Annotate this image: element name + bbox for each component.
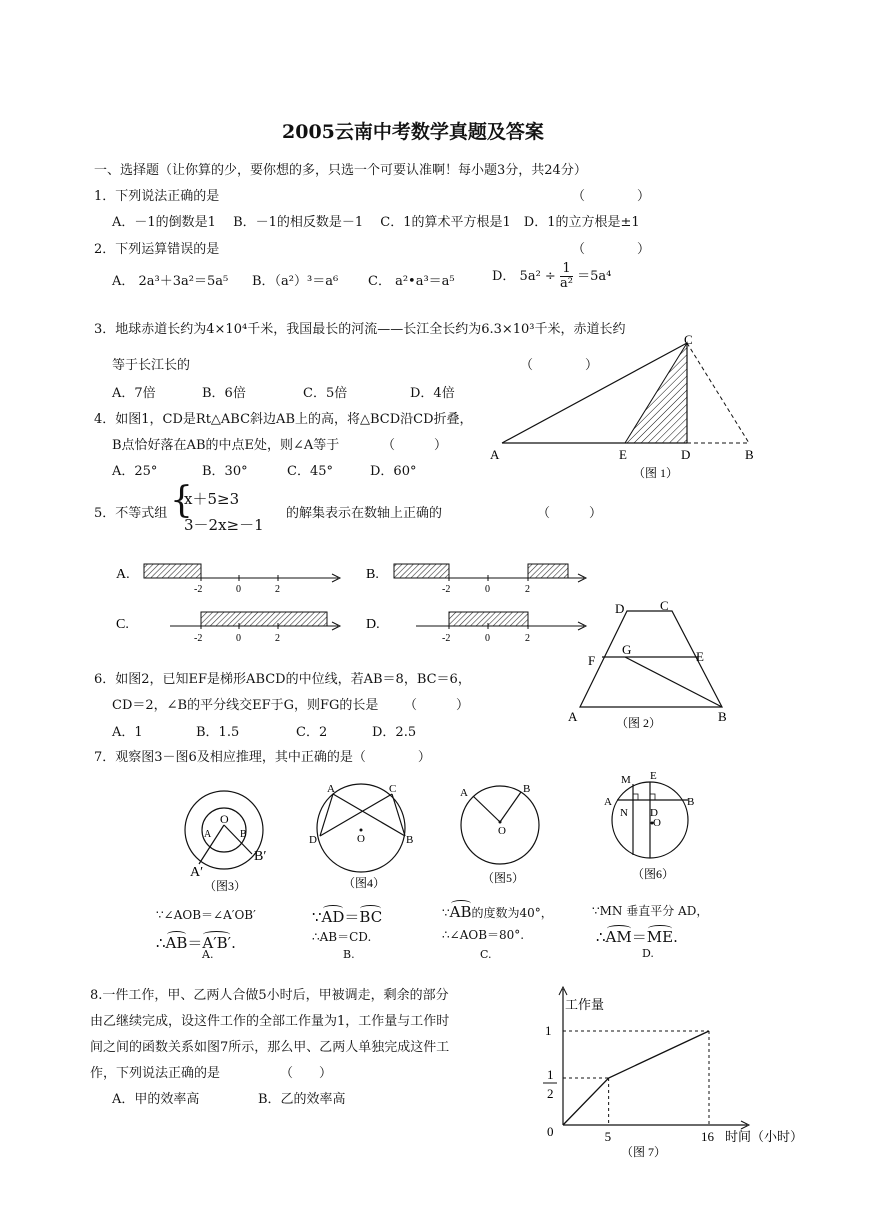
figure-1 <box>485 330 765 482</box>
svg-text:2: 2 <box>275 633 280 644</box>
q5-answer-paren: （ ） <box>537 506 603 521</box>
q4-option-c: C．45° <box>287 464 333 479</box>
fig2-label-c: C <box>660 598 669 613</box>
q5-stem: 5．不等式组 <box>94 506 168 521</box>
fraction: $\frac{1}{\text{a²}}$ <box>559 261 573 291</box>
fig6-label-b: B <box>687 796 695 808</box>
q7-reason-c-1: ∵AB的度数为40°， <box>442 903 553 921</box>
q2-option-b: B．（a²）³＝a⁶ <box>252 274 339 289</box>
number-line-d <box>366 612 586 644</box>
q7-reason-a-2: ∴AB＝A′B′. <box>156 934 236 952</box>
q4-option-b: B．30° <box>202 464 248 479</box>
fig4-label-d: D <box>309 834 317 846</box>
q7-reason-c-2: ∴∠AOB＝80°. <box>442 928 525 942</box>
fig5-label-a: A <box>460 787 468 799</box>
fig6-label-o: O <box>653 817 661 829</box>
figure-5 <box>455 780 550 888</box>
fig1-label-e: E <box>619 447 627 462</box>
figure-7-chart <box>535 985 825 1165</box>
q7-label-a: A. <box>202 948 214 961</box>
fig6-label-n: N <box>620 807 628 819</box>
q3-stem-2: 等于长江长的 <box>112 358 191 373</box>
fig1-label-b: B <box>745 447 754 462</box>
side-cb-dashed <box>687 343 749 443</box>
q6-line-2: CD＝2，∠B的平分线交EF于G，则FG的长是 <box>112 698 379 713</box>
svg-text:2: 2 <box>525 584 530 595</box>
q1-options: A．－1的倒数是1 B．－1的相反数是－1 C．1的算术平方根是1 D．1的立方根是±1 <box>112 215 640 230</box>
number-line-a <box>116 564 340 595</box>
origin-label: 0 <box>547 1124 554 1139</box>
fig2-label-g: G <box>622 642 632 657</box>
q5-inequality-2: 3－2x≥－1 <box>184 516 264 534</box>
q6-line-1: 6．如图2，已知EF是梯形ABCD的中位线，若AB＝8，BC＝6， <box>94 672 471 687</box>
fig4-label-c: C <box>389 783 397 795</box>
q8-line-2: 由乙继续完成，设这件工作的全部工作量为1，工作量与工作时 <box>90 1014 450 1029</box>
q3-option-b: B．6倍 <box>202 386 246 401</box>
q3-option-d: D．4倍 <box>410 386 455 401</box>
number-line-c <box>116 612 340 644</box>
q4-option-a: A．25° <box>112 464 158 479</box>
fig2-label-b: B <box>718 709 727 724</box>
page-title: 2005云南中考数学真题及答案 <box>282 121 544 143</box>
y-axis-label: 工作量 <box>565 997 605 1012</box>
q5-tail: 的解集表示在数轴上正确的 <box>286 506 443 521</box>
y-tick-1: 1 <box>545 1023 552 1038</box>
svg-text:-2: -2 <box>442 584 451 595</box>
figure-6 <box>600 768 700 883</box>
figure-4 <box>305 780 420 892</box>
q2-option-d: D． 5a² ÷ $\frac{1}{\text{a²}}$ ＝5a⁴ <box>492 261 612 291</box>
option-label-b: B. <box>366 567 379 582</box>
q7-label-c: C. <box>480 948 492 961</box>
angle-bisector-bg <box>625 657 722 707</box>
q2-stem: 2．下列运算错误的是 <box>94 242 220 257</box>
shaded-region <box>394 564 449 578</box>
series-line <box>563 1031 709 1125</box>
fig6-label-d: D <box>650 807 658 819</box>
q8-option-a: A．甲的效率高 <box>112 1092 200 1107</box>
option-label-d: D. <box>366 617 380 632</box>
fig4-label-b: B <box>406 834 414 846</box>
svg-text:-2: -2 <box>194 584 203 595</box>
shaded-triangle <box>625 343 687 443</box>
fig4-caption: （图4） <box>343 876 386 890</box>
number-line-b <box>366 564 586 595</box>
q2-answer-paren: （ ） <box>572 242 651 257</box>
option-label-a: A. <box>116 567 130 582</box>
q3-stem: 3．地球赤道长约为4×10⁴千米，我国最长的河流——长江全长约为6.3×10³千米，赤道长约 <box>94 322 626 337</box>
fig2-label-a: A <box>568 709 578 724</box>
svg-text:2: 2 <box>525 633 530 644</box>
q8-line-3: 间之间的函数关系如图7所示，那么甲、乙两人单独完成这件工 <box>90 1040 450 1055</box>
y-tick-half-numerator: 1 <box>547 1067 554 1082</box>
q7-reason-b-2: ∴AB＝CD. <box>312 930 372 944</box>
q6-option-a: A．1 <box>112 725 143 740</box>
q2-option-c: C． a²•a³＝a⁵ <box>368 274 455 289</box>
fig4-label-a: A <box>327 783 335 795</box>
q1-stem: 1．下列说法正确的是 <box>94 189 220 204</box>
q7-label-d: D. <box>642 947 654 960</box>
fig2-label-f: F <box>588 653 596 668</box>
q8-option-b: B．乙的效率高 <box>258 1092 346 1107</box>
q7-reason-a-1: ∵∠AOB＝∠A′OB′ <box>156 908 256 922</box>
fig6-label-m: M <box>621 774 631 786</box>
x-axis-label: 时间（小时） <box>725 1129 804 1144</box>
q7-reason-d-2: ∴AM＝ME. <box>596 928 678 946</box>
fig7-caption: （图 7） <box>621 1145 667 1159</box>
q1-answer-paren: （ ） <box>572 189 651 204</box>
svg-text:2: 2 <box>275 584 280 595</box>
system-brace: { <box>170 480 193 521</box>
y-tick-half-denominator: 2 <box>547 1086 554 1101</box>
fig2-label-e: E <box>696 649 704 664</box>
q8-answer-paren: （ ） <box>280 1066 333 1081</box>
q4-line-2: B点恰好落在AB的中点E处，则∠A等于 <box>112 438 340 453</box>
q7-reason-b-1: ∵AD＝BC <box>312 908 383 926</box>
q6-option-d: D．2.5 <box>372 725 417 740</box>
fig1-caption: （图 1） <box>633 466 679 480</box>
fig3-label-o: O <box>220 812 229 826</box>
svg-text:-2: -2 <box>194 633 203 644</box>
svg-text:0: 0 <box>236 633 241 644</box>
shaded-region <box>144 564 201 578</box>
fig3-label-a: A <box>204 829 212 840</box>
fig6-label-e: E <box>650 770 657 782</box>
q4-line-1: 4．如图1，CD是Rt△ABC斜边AB上的高，将△BCD沿CD折叠， <box>94 412 473 427</box>
fig1-label-a: A <box>490 447 500 462</box>
fig1-label-c: C <box>684 332 693 347</box>
fig5-label-b: B <box>523 783 531 795</box>
q8-line-1: 8.一件工作，甲、乙两人合做5小时后，甲被调走，剩余的部分 <box>90 988 449 1003</box>
svg-text:0: 0 <box>236 584 241 595</box>
q7-label-b: B. <box>343 948 355 961</box>
svg-text:0: 0 <box>485 584 490 595</box>
q8-line-4: 作，下列说法正确的是 <box>90 1066 221 1081</box>
shaded-region <box>528 564 568 578</box>
q6-option-b: B．1.5 <box>196 725 240 740</box>
q3-answer-paren: （ ） <box>520 358 599 373</box>
fig2-label-d: D <box>615 601 625 616</box>
q6-answer-paren: （ ） <box>404 698 470 713</box>
fig4-label-o: O <box>357 833 365 845</box>
fig1-label-d: D <box>681 447 691 462</box>
q2-option-a: A． 2a³＋3a²＝5a⁵ <box>112 274 229 289</box>
q5-inequality-1: x＋5≥3 <box>184 490 240 508</box>
fig3-label-b: B <box>240 829 247 840</box>
q7-reason-d-1: ∵MN 垂直平分 AD， <box>592 904 709 918</box>
section-heading: 一、选择题（让你算的少，要你想的多，只选一个可要认准啊！每小题3分，共24分） <box>94 163 587 178</box>
q4-answer-paren: （ ） <box>382 438 448 453</box>
fig6-caption: （图6） <box>632 867 675 881</box>
figure-2 <box>560 597 740 737</box>
q3-option-c: C．5倍 <box>303 386 348 401</box>
figure-3 <box>180 780 280 895</box>
fig6-label-a: A <box>604 796 612 808</box>
fig3-label-a-prime: A′ <box>190 865 204 880</box>
option-label-c: C. <box>116 617 129 632</box>
fig3-label-b-prime: B′ <box>254 849 267 864</box>
x-tick-5: 5 <box>604 1129 612 1144</box>
q7-stem: 7．观察图3－图6及相应推理，其中正确的是（ ） <box>94 750 431 765</box>
fig3-caption: （图3） <box>204 879 247 893</box>
q4-option-d: D．60° <box>370 464 417 479</box>
fig5-label-o: O <box>498 825 506 837</box>
svg-text:-2: -2 <box>442 633 451 644</box>
q3-option-a: A．7倍 <box>112 386 156 401</box>
q6-option-c: C．2 <box>296 725 328 740</box>
fig5-caption: （图5） <box>482 871 525 885</box>
fig2-caption: （图 2） <box>616 716 662 730</box>
x-tick-16: 16 <box>701 1129 714 1144</box>
number-line-options <box>110 556 600 656</box>
svg-text:0: 0 <box>485 633 490 644</box>
shaded-region <box>201 612 327 626</box>
